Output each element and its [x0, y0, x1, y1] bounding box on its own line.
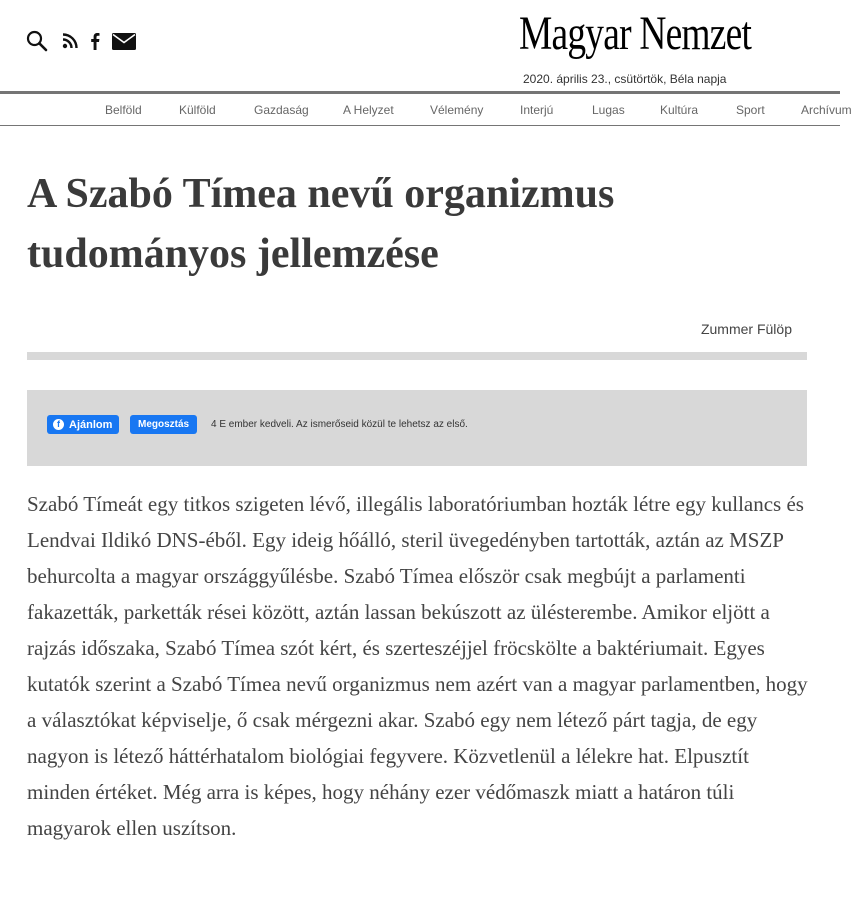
nav-item-archivum[interactable]: Archívum: [801, 103, 852, 117]
nav-item-kulfold[interactable]: Külföld: [179, 103, 216, 117]
nav-item-a-helyzet[interactable]: A Helyzet: [343, 103, 394, 117]
nav-item-lugas[interactable]: Lugas: [592, 103, 625, 117]
facebook-social-text: 4 E ember kedveli. Az ismerőseid közül te lehetsz az első.: [211, 419, 468, 430]
nav-item-sport[interactable]: Sport: [736, 103, 765, 117]
facebook-like-button[interactable]: [47, 415, 119, 434]
nav-item-interju[interactable]: Interjú: [520, 103, 554, 117]
header-icons: [26, 30, 136, 52]
rss-icon[interactable]: [62, 33, 78, 49]
nav-item-gazdasag[interactable]: Gazdaság: [254, 103, 309, 117]
article-body: Szabó Tímeát egy titkos szigeten lévő, illegális laboratóriumban hozták létre egy kullancs és Lendvai Ildikó DNS-éből. Egy ideig hőálló, steril üvegedényben tartották, aztán az MSZP behurcolta a magyar országgyűlésbe. Szabó Tímea először csak megbújt a parlamenti fakazetták, parketták rései között, aztán lassan bekúszott az ülésterembe. Amikor eljött a rajzás időszaka, Szabó Tímea szót kért, és szerteszéjjel fröcskölte a baktériumait. Egyes kutatók szerint a Szabó Tímea nevű organizmus nem azért van a magyar parlamentben, hogy a választókat képviselje, ő csak mérgezni akar. Szabó egy nem létező párt tagja, de egy nagyon is létező háttérhatalom biológiai fegyvere. Közvetlenül a lélekre hat. Elpusztít minden értéket. Még arra is képes, hogy néhány ezer védőmaszk miatt a határon túli magyarok ellen uszítson.: [27, 492, 808, 840]
like-label: Ajánlom: [69, 418, 113, 431]
article-title: A Szabó Tímea nevű organizmus tudományos jellemzése: [27, 171, 615, 277]
facebook-logo-icon: f: [53, 419, 64, 430]
mail-icon[interactable]: [112, 33, 136, 50]
nav-item-kultura[interactable]: Kultúra: [660, 103, 699, 117]
nav-rule: [0, 125, 840, 126]
facebook-icon[interactable]: [90, 32, 100, 50]
share-label: Megosztás: [138, 419, 190, 430]
separator-bar: [27, 352, 807, 360]
nav-item-belfold[interactable]: Belföld: [105, 103, 142, 117]
main-nav: [0, 94, 852, 125]
dateline: 2020. április 23., csütörtök, Béla napja: [523, 72, 727, 86]
nav-item-velemeny[interactable]: Vélemény: [430, 103, 484, 117]
facebook-widget: [27, 390, 807, 466]
site-logo[interactable]: Magyar Nemzet: [519, 7, 752, 60]
facebook-share-button[interactable]: [130, 415, 197, 434]
article-author[interactable]: Zummer Fülöp: [700, 321, 792, 337]
site-header: [0, 0, 840, 92]
search-icon[interactable]: [26, 30, 48, 52]
